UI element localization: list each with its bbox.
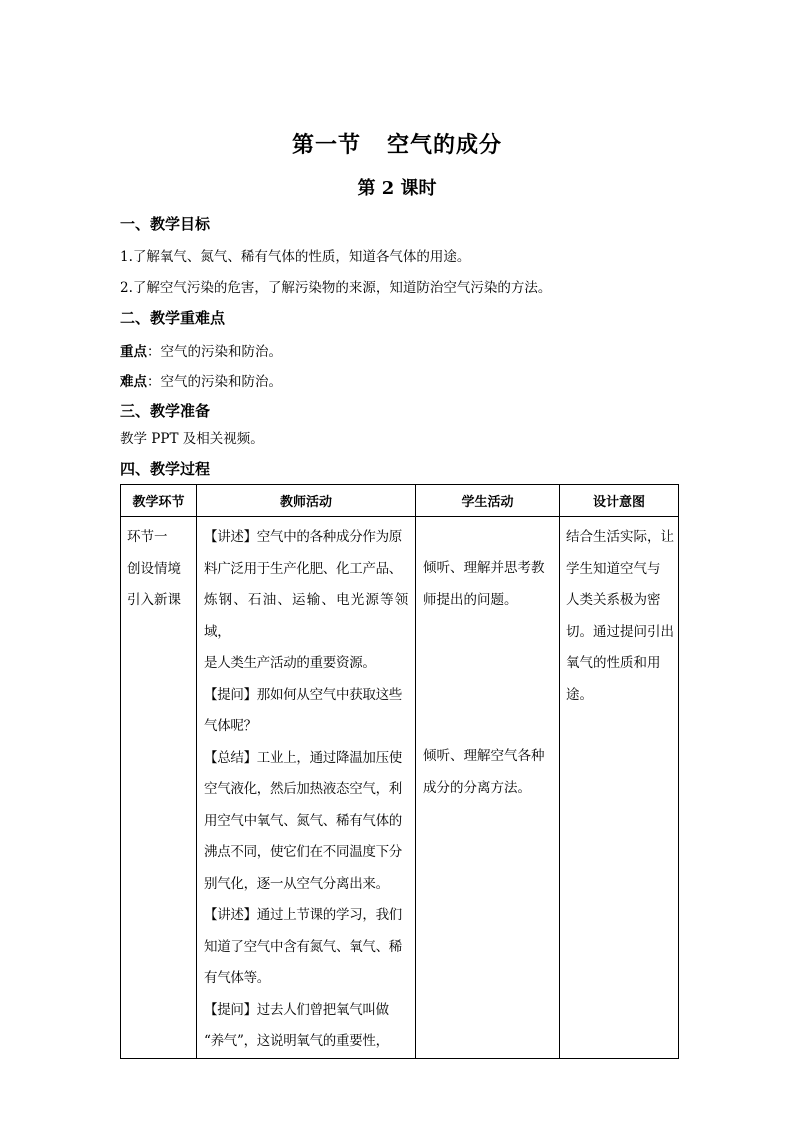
- intent-line: 人类关系极为密: [566, 592, 661, 608]
- section-heading-objectives: 一、教学目标: [120, 215, 211, 233]
- teacher-line: 炼钢、石油、运输、电光源等领域，: [204, 592, 408, 640]
- teacher-line: 气体呢？: [204, 718, 257, 734]
- intent-line: 结合生活实际，让: [566, 529, 674, 545]
- page-title: [0, 128, 794, 159]
- title-part-2: 空气的成分: [387, 132, 503, 158]
- design-intent-cell: [560, 517, 679, 1059]
- intent-line: 切。通过提问引出: [566, 623, 674, 640]
- difficult-point-text: ：空气的污染和防治。: [147, 374, 282, 390]
- teacher-line: 【讲述】空气中的各种成分作为原: [204, 529, 402, 545]
- section-heading-process: 四、教学过程: [120, 460, 211, 478]
- student-line: 师提出的问题。: [423, 591, 518, 608]
- objective-item-1: 1.了解氧气、氮气、稀有气体的性质，知道各气体的用途。: [120, 249, 471, 265]
- table-row: [121, 517, 679, 1059]
- teacher-line: “养气”，这说明氧气的重要性，: [204, 1033, 389, 1049]
- section-heading-preparation: 三、教学准备: [120, 402, 211, 420]
- student-activity-cell: [416, 517, 560, 1059]
- teacher-line: 沸点不同，使它们在不同温度下分: [204, 844, 402, 860]
- header-teacher-activity: 教师活动: [197, 485, 416, 517]
- preparation-text: 教学 PPT 及相关视频。: [120, 431, 264, 447]
- difficult-point-label: 难点: [120, 374, 147, 390]
- key-point-label: 重点: [120, 344, 147, 360]
- stage-cell: [121, 517, 197, 1059]
- stage-line: 环节一: [127, 529, 168, 545]
- teaching-process-table: [120, 484, 679, 1059]
- intent-line: 途。: [566, 686, 593, 703]
- teacher-line: 【提问】那如何从空气中获取这些: [204, 686, 402, 703]
- intent-line: 学生知道空气与: [566, 560, 661, 577]
- student-line: 成分的分离方法。: [423, 779, 531, 796]
- teacher-line: 用空气中氧气、氮气、稀有气体的: [204, 812, 402, 829]
- teacher-line: 料广泛用于生产化肥、化工产品、: [204, 560, 402, 577]
- teacher-line: 有气体等。: [204, 970, 270, 986]
- teacher-activity-cell: [197, 517, 416, 1059]
- student-line: 倾听、理解并思考教: [423, 560, 545, 576]
- teacher-line: 【提问】过去人们曾把氧气叫做: [204, 1001, 389, 1018]
- stage-line: 创设情境: [127, 560, 181, 577]
- key-point-line: [120, 340, 282, 360]
- teacher-line: 【总结】工业上，通过降温加压使: [204, 749, 402, 766]
- student-line: 倾听、理解空气各种: [423, 748, 545, 764]
- teacher-line: 知道了空气中含有氮气、氧气、稀: [204, 938, 402, 955]
- key-point-text: ：空气的污染和防治。: [147, 344, 282, 360]
- section-heading-key-points: 二、教学重难点: [120, 309, 226, 327]
- header-student-activity: 学生活动: [416, 485, 560, 517]
- intent-line: 氧气的性质和用: [566, 655, 661, 671]
- teacher-line: 是人类生产活动的重要资源。: [204, 655, 376, 671]
- table-header-row: [121, 485, 679, 517]
- teacher-line: 【讲述】通过上节课的学习，我们: [204, 907, 402, 923]
- stage-line: 引入新课: [127, 592, 181, 608]
- header-design-intent: 设计意图: [560, 485, 679, 517]
- header-stage: 教学环节: [121, 485, 197, 517]
- objective-item-2: 2.了解空气污染的危害，了解污染物的来源，知道防治空气污染的方法。: [120, 280, 552, 296]
- page-subtitle: 第 2 课时: [357, 178, 437, 199]
- difficult-point-line: [120, 370, 282, 390]
- teacher-line: 空气液化，然后加热液态空气，利: [204, 781, 402, 797]
- teacher-line: 别气化，逐一从空气分离出来。: [204, 875, 389, 892]
- title-part-1: 第一节: [291, 132, 361, 158]
